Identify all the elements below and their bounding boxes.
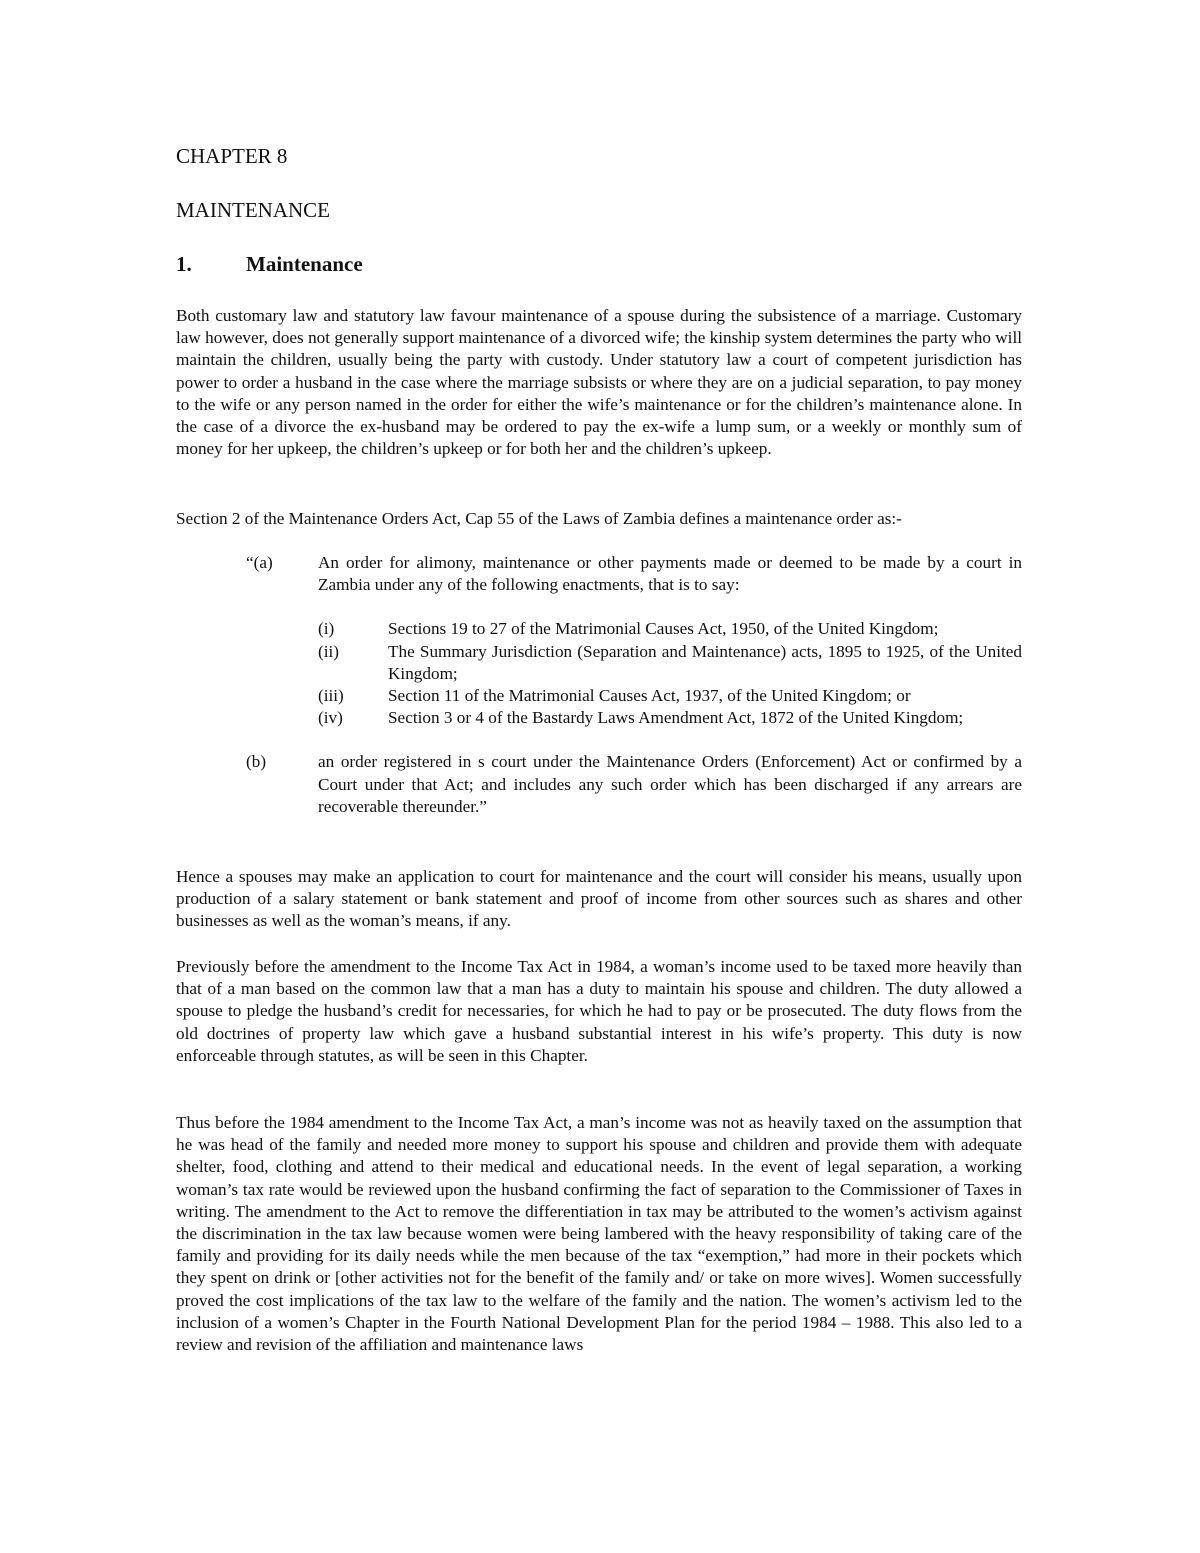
quote-item-a-text: An order for alimony, maintenance or other payments made or deemed to be made by a court in Zambia under any of the following enactments, that is to say:: [318, 553, 1022, 595]
quote-item-b: [246, 751, 1022, 818]
section-heading-number: 1.: [176, 252, 192, 276]
quote-item-b-label: (b): [246, 752, 267, 772]
sub-item-label: (iv): [318, 708, 343, 728]
section-heading: [176, 251, 363, 277]
paragraph-income-tax-history: Previously before the amendment to the Income Tax Act in 1984, a woman’s income used to be taxed more heavily than that of a man based on the common law that a man has a duty to maintain his spouse and children. The duty allowed a spouse to pledge the husband’s credit for necessaries, for which he had to pay or be prosecuted. The duty flows from the old doctrines of property law which gave a husband substantial interest in his wife’s property. This duty is now enforceable through statutes, as will be seen in this Chapter.: [176, 957, 1022, 1065]
section-heading-text: Maintenance: [246, 252, 363, 276]
quote-sub-list: [318, 618, 1022, 729]
sub-item-i: [318, 618, 1022, 640]
quote-item-a-label: “(a): [246, 553, 273, 572]
paragraph-intro: Both customary law and statutory law favour maintenance of a spouse during the subsistence of a marriage. Customary law however, does not generally support maintenance of a divorced wife; the kinship system determines the party who will maintain the children, usually being the party with custody. Under statutory law a court of competent jurisdiction has power to order a husband in the case where the marriage subsists or where they are on a judicial separation, to pay money to the wife or any person named in the order for either the wife’s maintenance or for the children’s maintenance alone. In the case of a divorce the ex-husband may be ordered to pay the ex-wife a lump sum, or a weekly or monthly sum of money for her upkeep, the children’s upkeep or for both her and the children’s upkeep.: [176, 306, 1022, 459]
sub-item-label: (ii): [318, 641, 339, 661]
sub-item-text: The Summary Jurisdiction (Separation and Maintenance) acts, 1895 to 1925, of the United Kingdom;: [388, 641, 1022, 683]
chapter-title: MAINTENANCE: [176, 198, 330, 222]
sub-item-label: (iii): [318, 686, 344, 706]
sub-item-label: (i): [318, 619, 335, 639]
paragraph-definition-lead: Section 2 of the Maintenance Orders Act, Cap 55 of the Laws of Zambia defines a maintenance order as:-: [176, 509, 902, 528]
paragraph-application: Hence a spouses may make an application to court for maintenance and the court will consider his means, usually upon production of a salary statement or bank statement and proof of income from other sources such as shares and other businesses as well as the woman’s means, if any.: [176, 867, 1022, 931]
quote-item-b-text: an order registered in s court under the Maintenance Orders (Enforcement) Act or confirmed by a Court under that Act; and includes any such order which has been discharged if any arrears are recoverable thereunder.”: [318, 752, 1022, 816]
statute-quote: [246, 552, 1022, 818]
sub-item-text: Section 11 of the Matrimonial Causes Act, 1937, of the United Kingdom; or: [388, 686, 911, 706]
sub-item-ii: [318, 641, 1022, 685]
sub-item-iv: [318, 707, 1022, 729]
paragraph-tax-amendment: Thus before the 1984 amendment to the Income Tax Act, a man’s income was not as heavily taxed on the assumption that he was head of the family and needed more money to support his spouse and children and provide them with adequate shelter, food, clothing and attend to their medical and educational needs. In the event of legal separation, a working woman’s tax rate would be reviewed upon the husband confirming the fact of separation to the Commissioner of Taxes in writing. The amendment to the Act to remove the differentiation in tax may be attributed to the women’s activism against the discrimination in the tax law because women were being lambered with the heavy responsibility of taking care of the family and providing for its daily needs while the men because of the tax “exemption,” had more in their pockets which they spent on drink or [other activities not for the benefit of the family and/ or take on more wives]. Women successfully proved the cost implications of the tax law to the welfare of the family and the nation. The women’s activism led to the inclusion of a women’s Chapter in the Fourth National Development Plan for the period 1984 – 1988. This also led to a review and revision of the affiliation and maintenance laws: [176, 1113, 1022, 1355]
sub-item-iii: [318, 685, 1022, 707]
sub-item-text: Section 3 or 4 of the Bastardy Laws Amendment Act, 1872 of the United Kingdom;: [388, 708, 964, 728]
sub-item-text: Sections 19 to 27 of the Matrimonial Causes Act, 1950, of the United Kingdom;: [388, 619, 939, 639]
chapter-label: CHAPTER 8: [176, 144, 288, 168]
quote-item-a: [246, 552, 1022, 596]
